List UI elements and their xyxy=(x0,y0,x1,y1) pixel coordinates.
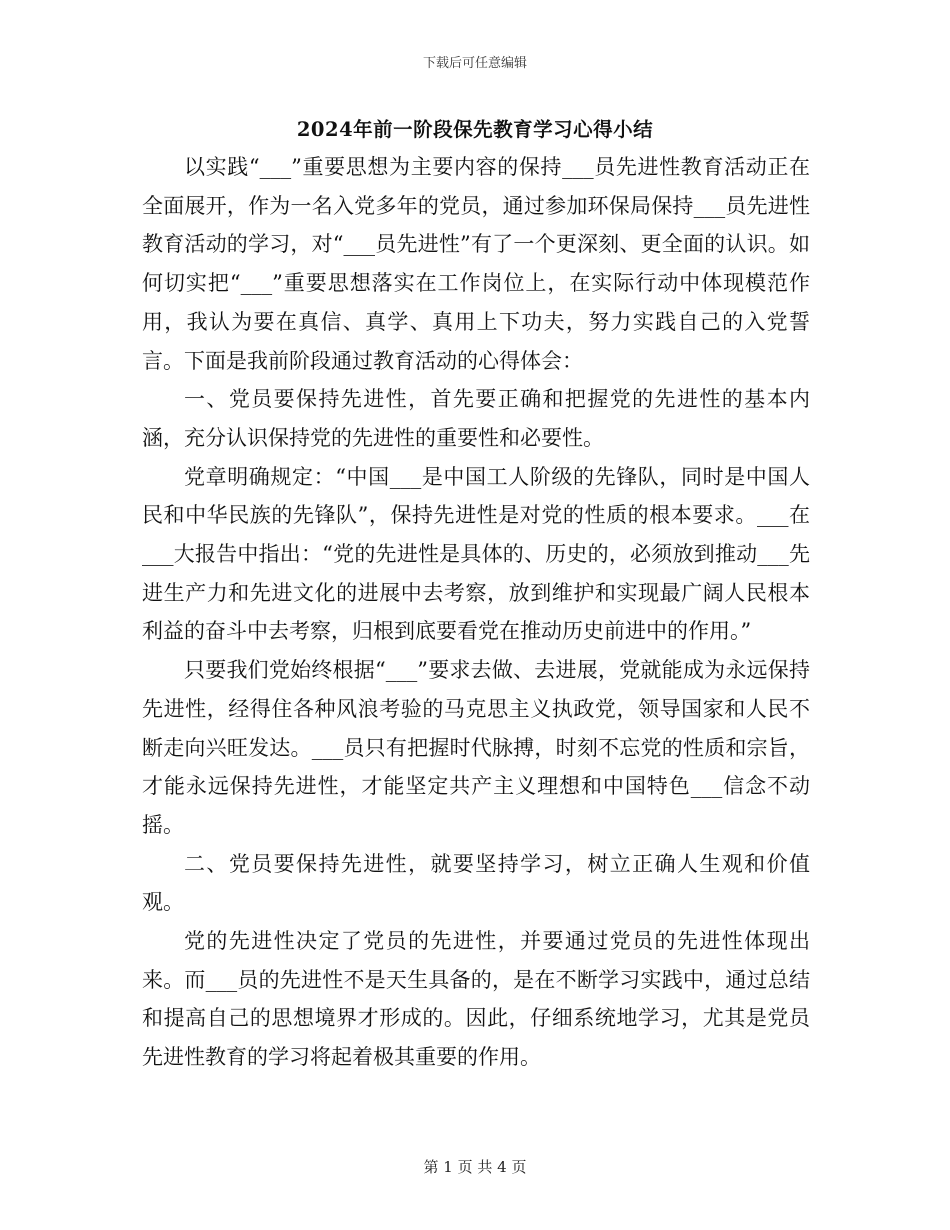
document-title: 2024年前一阶段保先教育学习心得小结 xyxy=(296,118,654,141)
paragraph-study-importance: 党的先进性决定了党员的先进性，并要通过党员的先进性体现出来。而___员的先进性不是天生具备的，是在不断学习实践中，通过总结和提高自己的思想境界才形成的。因此，仔细系统地学习，尤其是党员先进性教育的学习将起着极其重要的作用。 xyxy=(142,929,810,1070)
paragraph-intro: 以实践“___”重要思想为主要内容的保持___员先进性教育活动正在全面展开，作为一名入党多年的党员，通过参加环保局保持___员先进性教育活动的学习，对“___员先进性”有了一个更深刻、更全面的认识。如何切实把“___”重要思想落实在工作岗位上，在实际行动中体现模范作用，我认为要在真信、真学、真用上下功夫，努力实践自己的入党誓言。下面是我前阶段通过教育活动的心得体会： xyxy=(142,155,810,373)
download-editable-note: 下载后可任意编辑 xyxy=(422,56,527,71)
page-number: 第 1 页 共 4 页 xyxy=(423,1158,527,1176)
paragraph-section-two-heading: 二、党员要保持先进性，就要坚持学习，树立正确人生观和价值观。 xyxy=(142,851,810,915)
paragraph-party-constitution: 党章明确规定：“中国___是中国工人阶级的先锋队，同时是中国人民和中华民族的先锋队”，保持先进性是对党的性质的根本要求。___在___大报告中指出：“党的先进性是具体的、历史的，必须放到推动___先进生产力和先进文化的进展中去考察，放到维护和实现最广阔人民根本利益的奋斗中去考察，归根到底要看党在推动历史前进中的作用。” xyxy=(142,464,810,644)
document-body xyxy=(142,148,810,1077)
paragraph-maintain-advancement: 只要我们党始终根据“___”要求去做、去进展，党就能成为永远保持先进性，经得住各种风浪考验的马克思主义执政党，领导国家和人民不断走向兴旺发达。___员只有把握时代脉搏，时刻不忘党的性质和宗旨，才能永远保持先进性，才能坚定共产主义理想和中国特色___信念不动摇。 xyxy=(142,658,810,837)
paragraph-section-one-heading: 一、党员要保持先进性，首先要正确和把握党的先进性的基本内涵，充分认识保持党的先进性的重要性和必要性。 xyxy=(142,387,810,450)
